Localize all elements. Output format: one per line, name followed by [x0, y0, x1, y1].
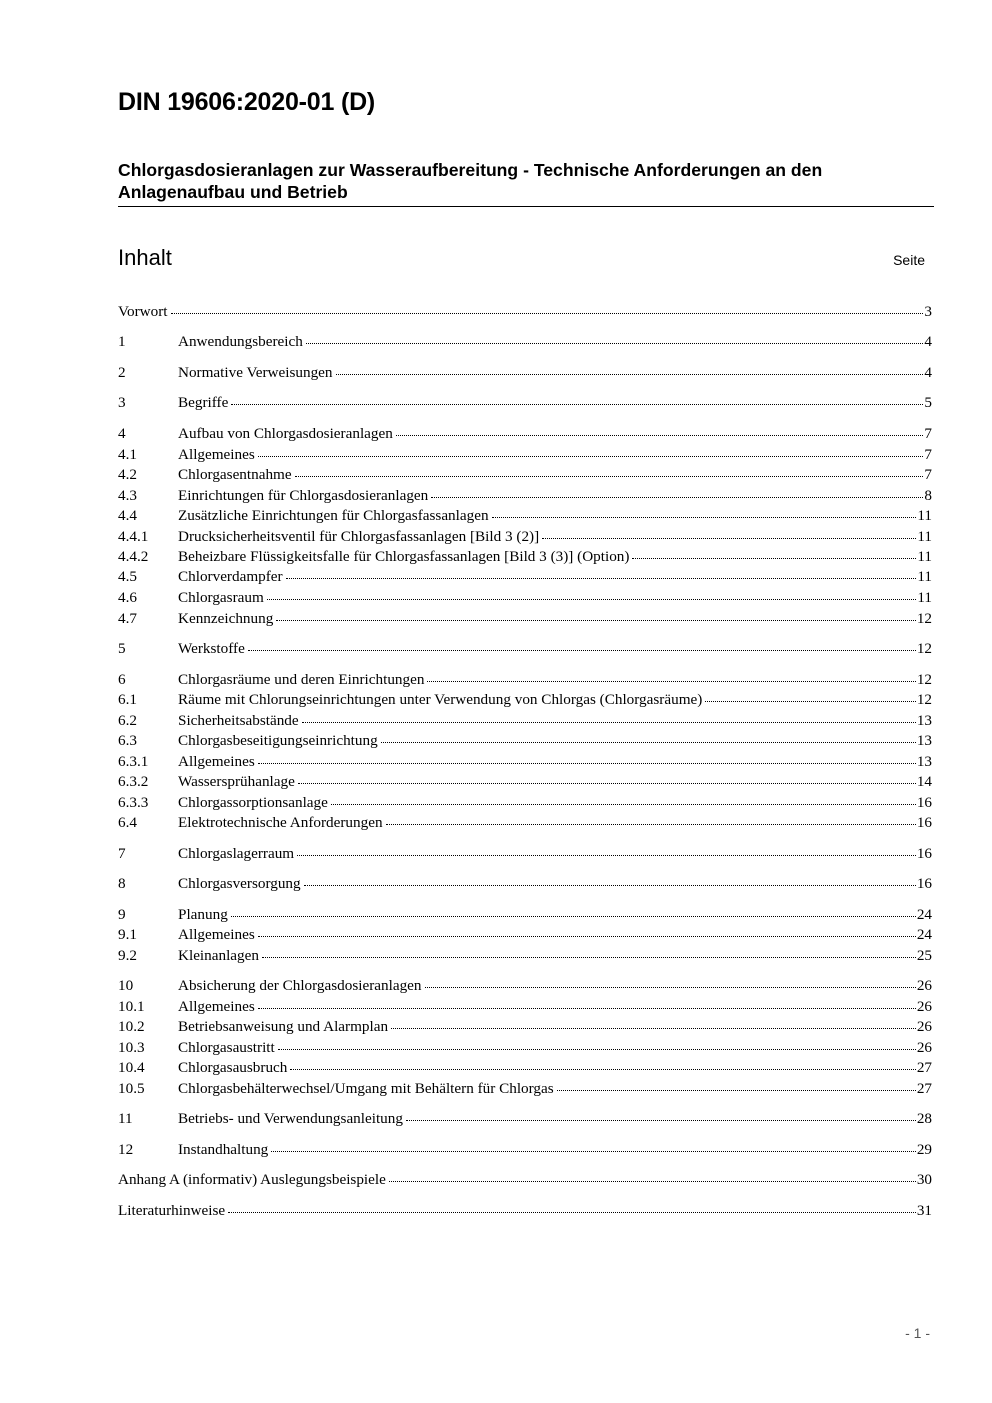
toc-dot-leader: [389, 1180, 916, 1182]
toc-entry-number: 3: [118, 394, 126, 411]
toc-entry-page: 30: [916, 1171, 932, 1188]
toc-dot-leader: [278, 1048, 916, 1050]
toc-heading: Inhalt: [118, 245, 172, 270]
toc-dot-leader: [542, 537, 916, 539]
toc-dot-leader: [258, 935, 916, 937]
toc-dot-leader: [297, 854, 916, 856]
toc-entry[interactable]: [118, 567, 932, 587]
toc-dot-leader: [286, 577, 917, 579]
toc-dot-leader: [386, 823, 916, 825]
toc-entry-title: Chlorverdampfer: [178, 568, 283, 585]
toc-entry-title: Kennzeichnung: [178, 610, 274, 627]
toc-entry-number: 6.3: [118, 732, 137, 749]
toc-entry-title: Begriffe: [178, 394, 229, 411]
toc-entry[interactable]: [118, 690, 932, 710]
toc-entry-number: 6.3.1: [118, 753, 149, 770]
toc-entry-page: 4: [924, 333, 932, 350]
toc-entry-page: 13: [916, 732, 932, 749]
toc-dot-leader: [231, 403, 923, 405]
toc-entry-title: Anhang A (informativ) Auslegungsbeispiele: [118, 1171, 386, 1188]
toc-dot-leader: [231, 915, 916, 917]
toc-entry-number: 10.1: [118, 998, 145, 1015]
toc-entry[interactable]: [118, 445, 932, 465]
toc-entry-title: Betriebs- und Verwendungsanleitung: [178, 1110, 403, 1127]
toc-entry-title: Zusätzliche Einrichtungen für Chlorgasfassanlagen: [178, 507, 489, 524]
toc-entry[interactable]: [118, 1038, 932, 1058]
toc-entry-number: 10.3: [118, 1039, 145, 1056]
toc-entry-number: 12: [118, 1141, 134, 1158]
toc-entry-title: Chlorgasausbruch: [178, 1059, 288, 1076]
toc-dot-leader: [295, 475, 924, 477]
toc-entry[interactable]: [118, 1109, 932, 1129]
toc-entry-title: Betriebsanweisung und Alarmplan: [178, 1018, 389, 1035]
toc-entry[interactable]: [118, 588, 932, 608]
toc-dot-leader: [306, 342, 924, 344]
toc-entry[interactable]: [118, 1079, 932, 1099]
toc-entry-number: 10.2: [118, 1018, 145, 1035]
toc-entry-page: 5: [924, 394, 932, 411]
toc-entry[interactable]: [118, 393, 932, 413]
toc-entry-title: Allgemeines: [178, 998, 255, 1015]
toc-entry[interactable]: [118, 844, 932, 864]
toc-entry-page: 16: [916, 814, 932, 831]
toc-entry-title: Einrichtungen für Chlorgasdosieranlagen: [178, 487, 429, 504]
page-column-label: Seite: [893, 252, 925, 268]
toc-entry[interactable]: [118, 302, 932, 322]
toc-entry[interactable]: [118, 793, 932, 813]
toc-entry-title: Vorwort: [118, 303, 168, 320]
toc-entry-number: 9.2: [118, 947, 137, 964]
toc-entry-number: 4: [118, 425, 126, 442]
toc-entry-page: 13: [916, 712, 932, 729]
toc-entry-page: 4: [924, 364, 932, 381]
toc-dot-leader: [262, 956, 916, 958]
toc-dot-leader: [381, 741, 916, 743]
toc-entry-title: Allgemeines: [178, 753, 255, 770]
toc-entry-page: 14: [916, 773, 932, 790]
toc-entry-number: 4.2: [118, 466, 137, 483]
toc-entry[interactable]: [118, 925, 932, 945]
toc-entry-number: 9.1: [118, 926, 137, 943]
toc-entry-number: 4.3: [118, 487, 137, 504]
toc-entry-number: 2: [118, 364, 126, 381]
toc-entry-number: 9: [118, 906, 126, 923]
toc-entry[interactable]: [118, 639, 932, 659]
toc-entry-title: Beheizbare Flüssigkeitsfalle für Chlorgasfassanlagen [Bild 3 (3)] (Option): [178, 548, 630, 565]
toc-entry-number: 4.7: [118, 610, 137, 627]
toc-dot-leader: [336, 373, 924, 375]
toc-dot-leader: [302, 721, 916, 723]
toc-entry-page: 7: [924, 425, 932, 442]
toc-entry-title: Elektrotechnische Anforderungen: [178, 814, 383, 831]
toc-entry-number: 10.4: [118, 1059, 145, 1076]
toc-entry-page: 11: [917, 507, 932, 524]
toc-entry[interactable]: [118, 609, 932, 629]
toc-entry[interactable]: [118, 711, 932, 731]
toc-dot-leader: [427, 680, 915, 682]
toc-entry-title: Drucksicherheitsventil für Chlorgasfassanlagen [Bild 3 (2)]: [178, 528, 540, 545]
toc-entry-page: 16: [916, 845, 932, 862]
toc-entry[interactable]: [118, 465, 932, 485]
toc-entry-title: Allgemeines: [178, 446, 255, 463]
toc-entry-page: 29: [916, 1141, 932, 1158]
toc-entry[interactable]: [118, 547, 932, 567]
toc-entry[interactable]: [118, 1140, 932, 1160]
toc-entry-page: 27: [916, 1080, 932, 1097]
toc-entry[interactable]: [118, 363, 932, 383]
toc-entry-number: 10.5: [118, 1080, 145, 1097]
toc-entry-number: 4.1: [118, 446, 137, 463]
toc-entry-title: Chlorgasversorgung: [178, 875, 301, 892]
toc-entry[interactable]: [118, 1201, 932, 1221]
toc-dot-leader: [331, 803, 916, 805]
toc-entry-page: 27: [916, 1059, 932, 1076]
toc-dot-leader: [258, 762, 916, 764]
toc-dot-leader: [557, 1089, 916, 1091]
toc-entry-title: Chlorgasaustritt: [178, 1039, 275, 1056]
page-number: - 1 -: [905, 1325, 930, 1341]
toc-dot-leader: [271, 1150, 916, 1152]
toc-entry-title: Chlorgasräume und deren Einrichtungen: [178, 671, 425, 688]
toc-entry-page: 25: [916, 947, 932, 964]
toc-dot-leader: [391, 1027, 916, 1029]
toc-entry-page: 12: [916, 610, 932, 627]
toc-entry-title: Allgemeines: [178, 926, 255, 943]
toc-entry-page: 12: [916, 671, 932, 688]
toc-entry-title: Normative Verweisungen: [178, 364, 333, 381]
toc-entry-number: 6: [118, 671, 126, 688]
toc-entry-title: Chlorgassorptionsanlage: [178, 794, 328, 811]
toc-entry-page: 8: [924, 487, 932, 504]
toc-entry-title: Sicherheitsabstände: [178, 712, 299, 729]
toc-entry-page: 26: [916, 998, 932, 1015]
toc-entry-number: 6.2: [118, 712, 137, 729]
toc-entry[interactable]: [118, 486, 932, 506]
toc-entry-page: 11: [917, 528, 932, 545]
toc-entry-page: 24: [916, 926, 932, 943]
toc-entry[interactable]: [118, 976, 932, 996]
toc-dot-leader: [304, 884, 916, 886]
toc-entry-number: 6.4: [118, 814, 137, 831]
toc-entry-title: Instandhaltung: [178, 1141, 269, 1158]
toc-entry[interactable]: [118, 874, 932, 894]
toc-entry-title: Chlorgasraum: [178, 589, 264, 606]
toc-entry-title: Anwendungsbereich: [178, 333, 303, 350]
toc-entry[interactable]: [118, 997, 932, 1017]
toc-entry-number: 7: [118, 845, 126, 862]
toc-entry-number: 8: [118, 875, 126, 892]
toc-entry-title: Aufbau von Chlorgasdosieranlagen: [178, 425, 393, 442]
toc-dot-leader: [267, 598, 917, 600]
toc-entry[interactable]: [118, 946, 932, 966]
document-title: DIN 19606:2020-01 (D): [118, 88, 376, 116]
toc-entry-number: 4.4: [118, 507, 137, 524]
toc-entry-number: 4.6: [118, 589, 137, 606]
toc-entry-title: Wassersprühanlage: [178, 773, 295, 790]
toc-entry-page: 3: [924, 303, 932, 320]
toc-entry-title: Chlorgasbehälterwechsel/Umgang mit Behältern für Chlorgas: [178, 1080, 554, 1097]
toc-entry-title: Planung: [178, 906, 228, 923]
toc-dot-leader: [425, 986, 916, 988]
toc-entry-number: 1: [118, 333, 126, 350]
toc-entry-page: 11: [917, 589, 932, 606]
toc-entry[interactable]: [118, 1017, 932, 1037]
toc-entry[interactable]: [118, 1058, 932, 1078]
toc-entry-number: 10: [118, 977, 134, 994]
toc-entry-page: 7: [924, 466, 932, 483]
document-subtitle: Chlorgasdosieranlagen zur Wasseraufbereitung - Technische Anforderungen an den Anlagenaufbau und Betrieb: [118, 160, 823, 202]
toc-dot-leader: [406, 1119, 916, 1121]
toc-entry-number: 5: [118, 640, 126, 657]
toc-entry-page: 24: [916, 906, 932, 923]
toc-entry-page: 13: [916, 753, 932, 770]
toc-entry-page: 16: [916, 794, 932, 811]
toc-entry[interactable]: [118, 813, 932, 833]
toc-dot-leader: [276, 619, 916, 621]
toc-entry-page: 26: [916, 1039, 932, 1056]
toc-dot-leader: [228, 1211, 916, 1213]
toc-dot-leader: [632, 557, 916, 559]
toc-entry-page: 11: [917, 548, 932, 565]
toc-entry-number: 6.3.3: [118, 794, 149, 811]
table-of-contents: [118, 0, 932, 1300]
toc-entry-number: 4.5: [118, 568, 137, 585]
toc-entry-page: 12: [916, 640, 932, 657]
toc-entry-title: Räume mit Chlorungseinrichtungen unter Verwendung von Chlorgas (Chlorgasräume): [178, 691, 703, 708]
toc-dot-leader: [298, 782, 916, 784]
toc-entry[interactable]: [118, 506, 932, 526]
toc-entry-title: Werkstoffe: [178, 640, 245, 657]
toc-dot-leader: [290, 1068, 915, 1070]
toc-entry-title: Literaturhinweise: [118, 1202, 226, 1219]
toc-entry-title: Chlorgaslagerraum: [178, 845, 295, 862]
toc-entry-title: Chlorgasentnahme: [178, 466, 292, 483]
toc-entry[interactable]: [118, 332, 932, 352]
toc-entry-page: 7: [924, 446, 932, 463]
toc-entry-title: Chlorgasbeseitigungseinrichtung: [178, 732, 378, 749]
toc-entry[interactable]: [118, 424, 932, 444]
toc-dot-leader: [396, 434, 924, 436]
toc-entry-page: 26: [916, 977, 932, 994]
toc-dot-leader: [171, 312, 924, 314]
toc-entry-page: 16: [916, 875, 932, 892]
toc-entry[interactable]: [118, 731, 932, 751]
toc-dot-leader: [258, 455, 924, 457]
toc-entry-page: 31: [916, 1202, 932, 1219]
toc-entry-page: 26: [916, 1018, 932, 1035]
toc-entry[interactable]: [118, 527, 932, 547]
toc-entry-page: 28: [916, 1110, 932, 1127]
toc-entry-number: 6.1: [118, 691, 137, 708]
toc-entry[interactable]: [118, 670, 932, 690]
toc-entry-title: Kleinanlagen: [178, 947, 259, 964]
toc-entry[interactable]: [118, 1170, 932, 1190]
toc-entry[interactable]: [118, 772, 932, 792]
toc-entry-page: 11: [917, 568, 932, 585]
toc-entry-page: 12: [916, 691, 932, 708]
toc-entry-number: 11: [118, 1110, 133, 1127]
toc-dot-leader: [705, 700, 916, 702]
toc-entry-number: 4.4.1: [118, 528, 149, 545]
toc-entry-number: 6.3.2: [118, 773, 149, 790]
toc-dot-leader: [492, 516, 917, 518]
toc-entry[interactable]: [118, 752, 932, 772]
toc-dot-leader: [258, 1007, 916, 1009]
toc-entry-number: 4.4.2: [118, 548, 149, 565]
toc-entry[interactable]: [118, 905, 932, 925]
toc-entry-title: Absicherung der Chlorgasdosieranlagen: [178, 977, 422, 994]
toc-dot-leader: [431, 496, 923, 498]
toc-dot-leader: [248, 649, 916, 651]
